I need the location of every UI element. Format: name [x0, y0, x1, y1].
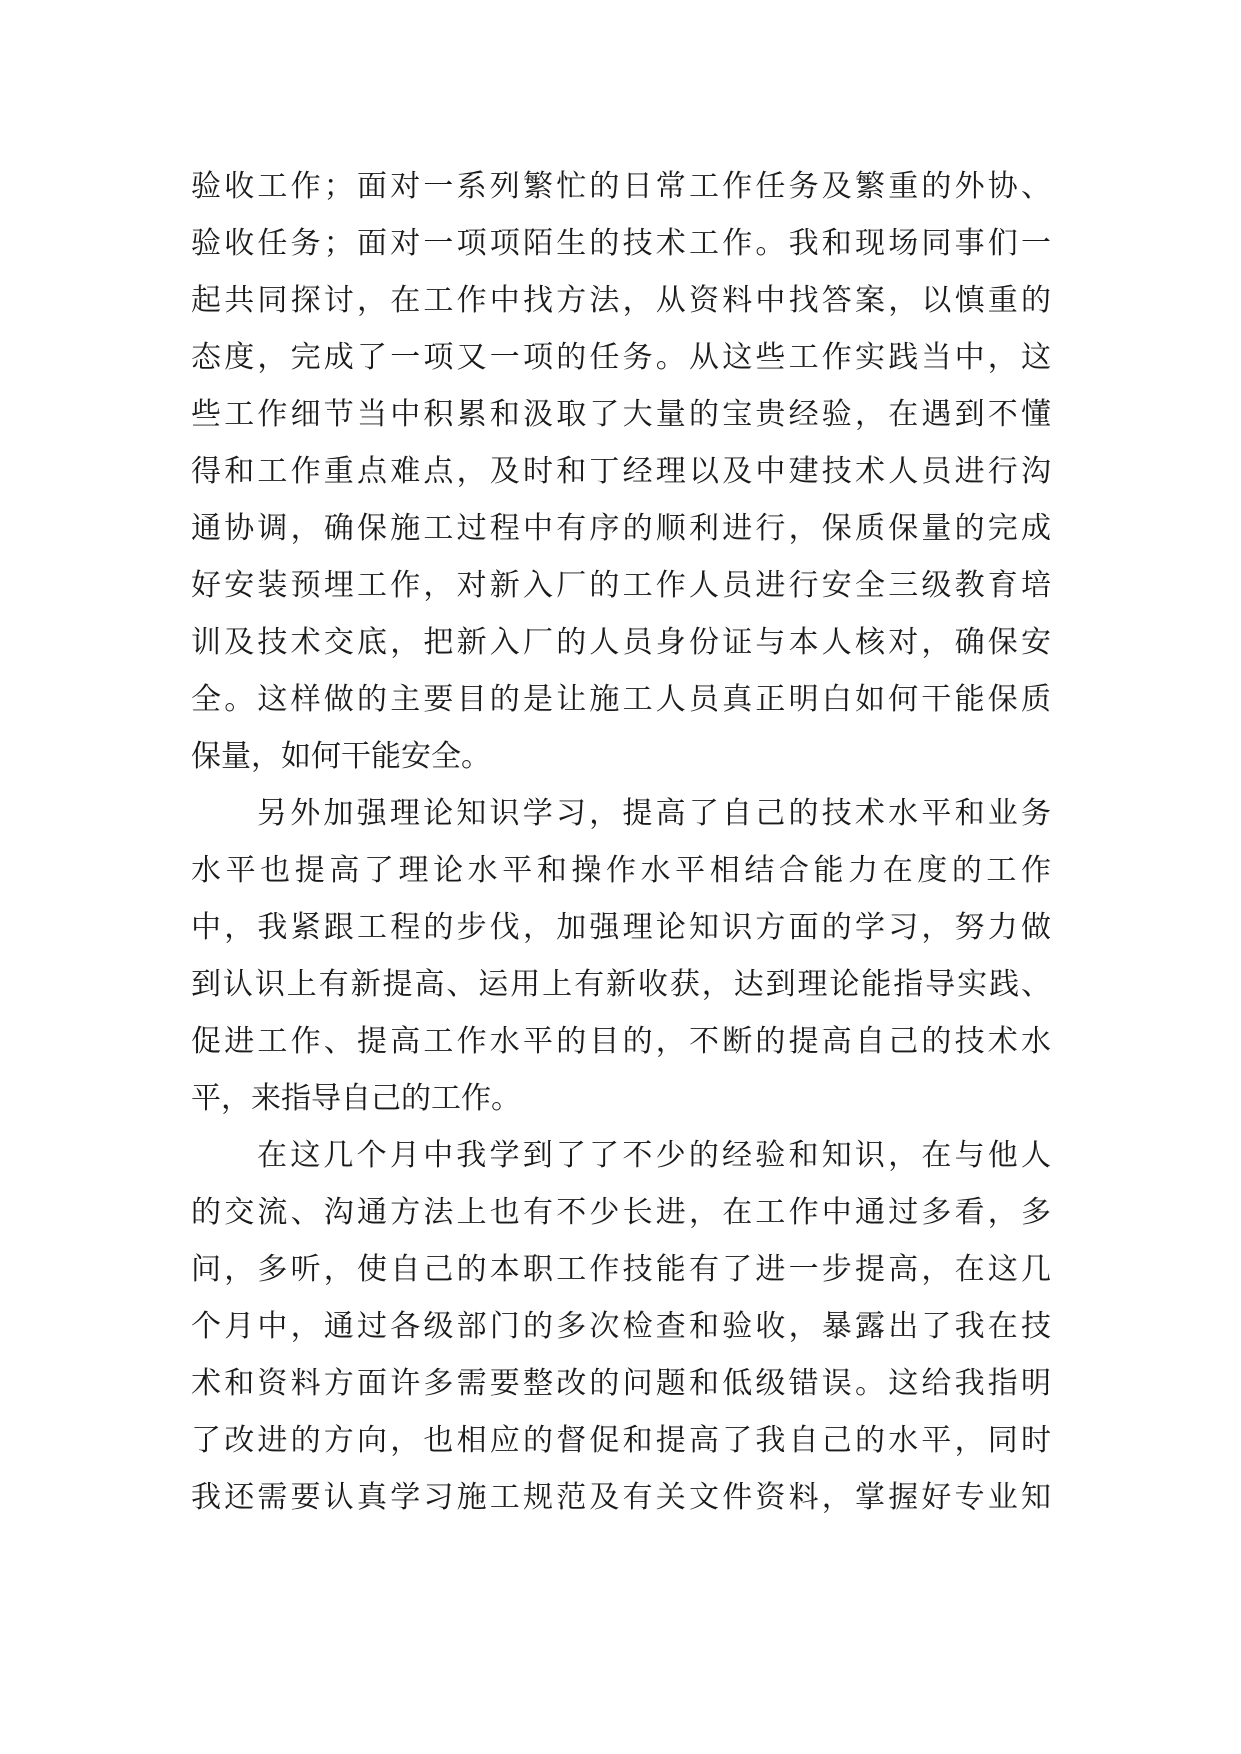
paragraph-line: 平，来指导自己的工作。	[191, 1081, 521, 1116]
paragraph-line: 了改进的方向，也相应的督促和提高了我自己的水平，同时	[191, 1423, 1051, 1458]
paragraph-line: 个月中，通过各级部门的多次检查和验收，暴露出了我在技	[191, 1309, 1051, 1344]
paragraph-line: 中，我紧跟工程的步伐，加强理论知识方面的学习，努力做	[191, 910, 1051, 945]
paragraph-line: 到认识上有新提高、运用上有新收获，达到理论能指导实践、	[191, 967, 1051, 1002]
paragraph-line: 在这几个月中我学到了了不少的经验和知识，在与他人	[257, 1138, 1051, 1173]
paragraph-line: 验收任务；面对一项项陌生的技术工作。我和现场同事们一	[191, 226, 1051, 261]
paragraph-line: 验收工作；面对一系列繁忙的日常工作任务及繁重的外协、	[191, 169, 1051, 204]
paragraph-line: 水平也提高了理论水平和操作水平相结合能力在度的工作	[191, 853, 1051, 888]
paragraph-line: 些工作细节当中积累和汲取了大量的宝贵经验，在遇到不懂	[191, 397, 1051, 432]
paragraph-line: 术和资料方面许多需要整改的问题和低级错误。这给我指明	[191, 1366, 1051, 1401]
paragraph-line: 起共同探讨，在工作中找方法，从资料中找答案，以慎重的	[191, 283, 1051, 318]
paragraph-3	[191, 1127, 1051, 1526]
paragraph-line: 训及技术交底，把新入厂的人员身份证与本人核对，确保安	[191, 625, 1051, 660]
paragraph-line: 态度，完成了一项又一项的任务。从这些工作实践当中，这	[191, 340, 1051, 375]
paragraph-line: 另外加强理论知识学习，提高了自己的技术水平和业务	[257, 796, 1051, 831]
paragraph-line: 全。这样做的主要目的是让施工人员真正明白如何干能保质	[191, 682, 1051, 717]
paragraph-line: 通协调，确保施工过程中有序的顺利进行，保质保量的完成	[191, 511, 1051, 546]
paragraph-2	[191, 785, 1051, 1127]
paragraph-line: 保量，如何干能安全。	[191, 739, 491, 774]
paragraph-line: 得和工作重点难点，及时和丁经理以及中建技术人员进行沟	[191, 454, 1051, 489]
paragraph-line: 问，多听，使自己的本职工作技能有了进一步提高，在这几	[191, 1252, 1051, 1287]
paragraph-1	[191, 158, 1051, 785]
paragraph-line: 的交流、沟通方法上也有不少长进，在工作中通过多看，多	[191, 1195, 1051, 1230]
paragraph-line: 我还需要认真学习施工规范及有关文件资料，掌握好专业知	[191, 1480, 1051, 1515]
paragraph-line: 好安装预埋工作，对新入厂的工作人员进行安全三级教育培	[191, 568, 1051, 603]
document-body	[191, 158, 1051, 1526]
paragraph-line: 促进工作、提高工作水平的目的，不断的提高自己的技术水	[191, 1024, 1051, 1059]
